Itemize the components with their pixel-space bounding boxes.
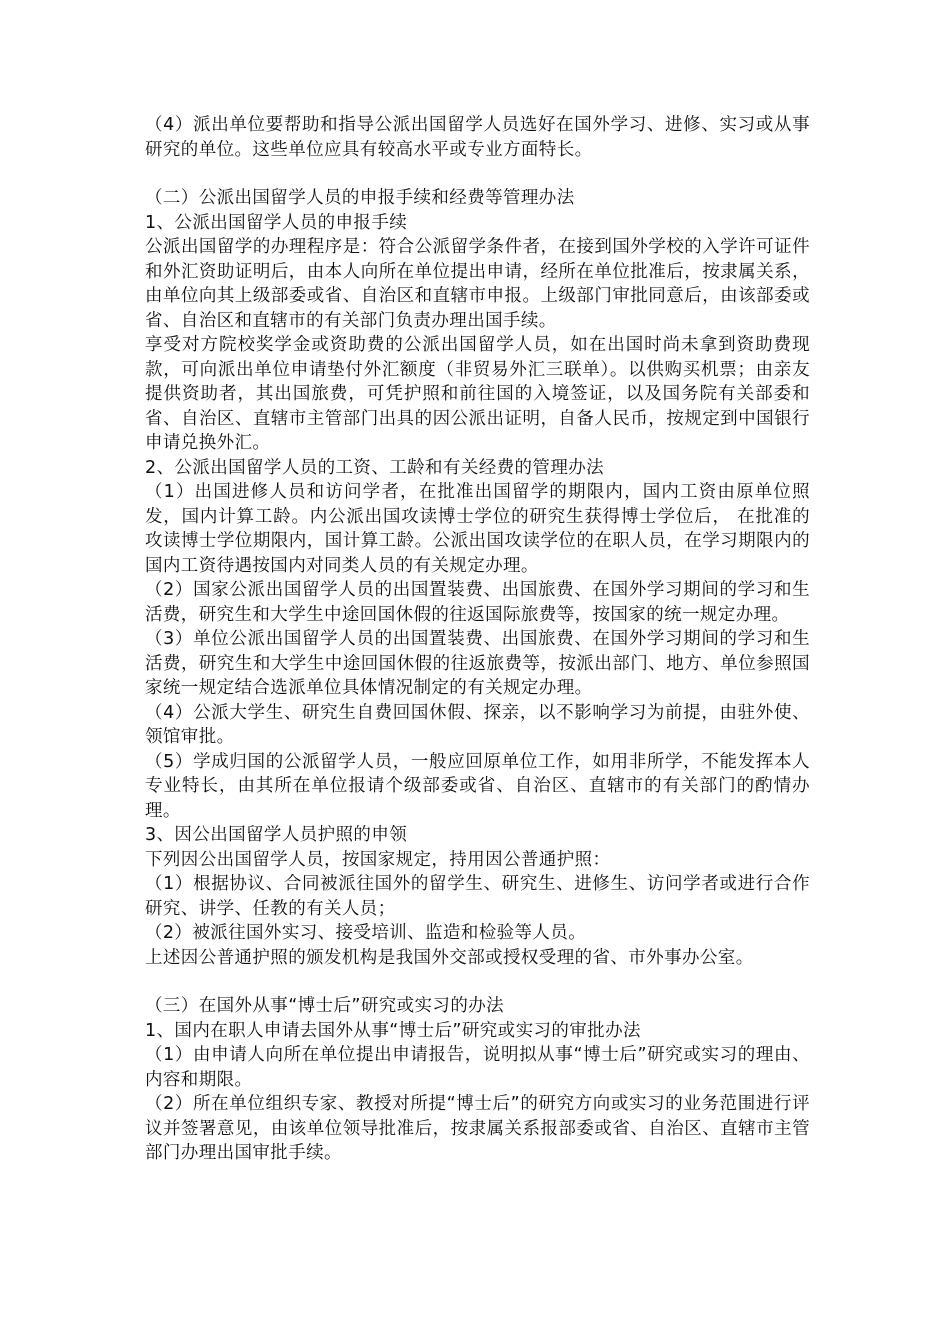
paragraph: 享受对方院校奖学金或资助费的公派出国留学人员，如在出国时尚未拿到资助费现款，可向派出单位申请垫付外汇额度（非贸易外汇三联单）。以供购买机票；由亲友提供资助者，其出国旅费，可凭护照和前往国的入境签证，以及国务院有关部委和省、自治区、直辖市主管部门出具的因公派出证明，自备人民币，按规定到中国银行申请兑换外汇。 bbox=[145, 335, 810, 453]
paragraph: （4）派出单位要帮助和指导公派出国留学人员选好在国外学习、进修、实习或从事研究的单位。这些单位应具有较高水平或专业方面特长。 bbox=[145, 115, 810, 160]
paragraph: （2）被派往国外实习、接受培训、监造和检验等人员。 bbox=[145, 923, 587, 943]
paragraph: 下列因公出国留学人员，按国家规定，持用因公普通护照： bbox=[145, 849, 611, 870]
paragraph: （4）公派大学生、研究生自费回国休假、探亲，以不影响学习为前提，由驻外使、领馆审批。 bbox=[145, 702, 810, 747]
paragraph: 上述因公普通护照的颁发机构是我国外交部或授权受理的省、市外事办公室。 bbox=[145, 947, 754, 968]
paragraph: （1）出国进修人员和访问学者，在批准出国留学的期限内，国内工资由原单位照发，国内计算工龄。内公派出国攻读博士学位的研究生获得博士学位后， 在批准的攻读博士学位期限内，国计算工龄。公派出国攻读学位的在职人员，在学习期限内的国内工资待遇按国内对同类人员的有关规定办理。 bbox=[145, 482, 810, 576]
paragraph: （3）单位公派出国留学人员的出国置装费、出国旅费、在国外学习期间的学习和生活费，研究生和大学生中途回国休假的往返旅费等，按派出部门、地方、单位参照国家统一规定结合选派单位具体情况制定的有关规定办理。 bbox=[145, 629, 810, 698]
paragraph: （1）根据协议、合同被派往国外的留学生、研究生、进修生、访问学者或进行合作研究、讲学、任教的有关人员； bbox=[145, 874, 810, 919]
paragraph: （2）国家公派出国留学人员的出国置装费、出国旅费、在国外学习期间的学习和生活费，研究生和大学生中途回国休假的往返国际旅费等，按国家的统一规定办理。 bbox=[145, 580, 810, 625]
paragraph: （1）由申请人向所在单位提出申请报告，说明拟从事“博士后”研究或实习的理由、内容和期限。 bbox=[145, 1045, 810, 1090]
paragraph: 公派出国留学的办理程序是：符合公派留学条件者，在接到国外学校的入学许可证件和外汇资助证明后，由本人向所在单位提出申请，经所在单位批准后，按隶属关系，由单位向其上级部委或省、自治区和直辖市申报。上级部门审批同意后，由该部委或省、自治区和直辖市的有关部门负责办理出国手续。 bbox=[145, 237, 810, 331]
paragraph: 1、公派出国留学人员的申报手续 bbox=[145, 212, 408, 233]
paragraph-gap bbox=[145, 162, 810, 186]
document-body bbox=[145, 113, 810, 1166]
paragraph: 1、国内在职人申请去国外从事“博士后”研究或实习的审批办法 bbox=[145, 1020, 641, 1041]
paragraph: （三）在国外从事“博士后”研究或实习的办法 bbox=[145, 996, 505, 1016]
paragraph: （二）公派出国留学人员的申报手续和经费等管理办法 bbox=[145, 188, 575, 208]
paragraph: 2、公派出国留学人员的工资、工龄和有关经费的管理办法 bbox=[145, 457, 605, 478]
paragraph: （5）学成归国的公派留学人员，一般应回原单位工作，如用非所学，不能发挥本人专业特长，由其所在单位报请个级部委或省、自治区、直辖市的有关部门的酌情办理。 bbox=[145, 751, 810, 821]
paragraph-gap bbox=[145, 970, 810, 994]
paragraph: 3、因公出国留学人员护照的申领 bbox=[145, 825, 408, 845]
paragraph: （2）所在单位组织专家、教授对所提“博士后”的研究方向或实习的业务范围进行评议并签署意见，由该单位领导批准后，按隶属关系报部委或省、自治区、直辖市主管部门办理出国审批手续。 bbox=[145, 1094, 810, 1163]
